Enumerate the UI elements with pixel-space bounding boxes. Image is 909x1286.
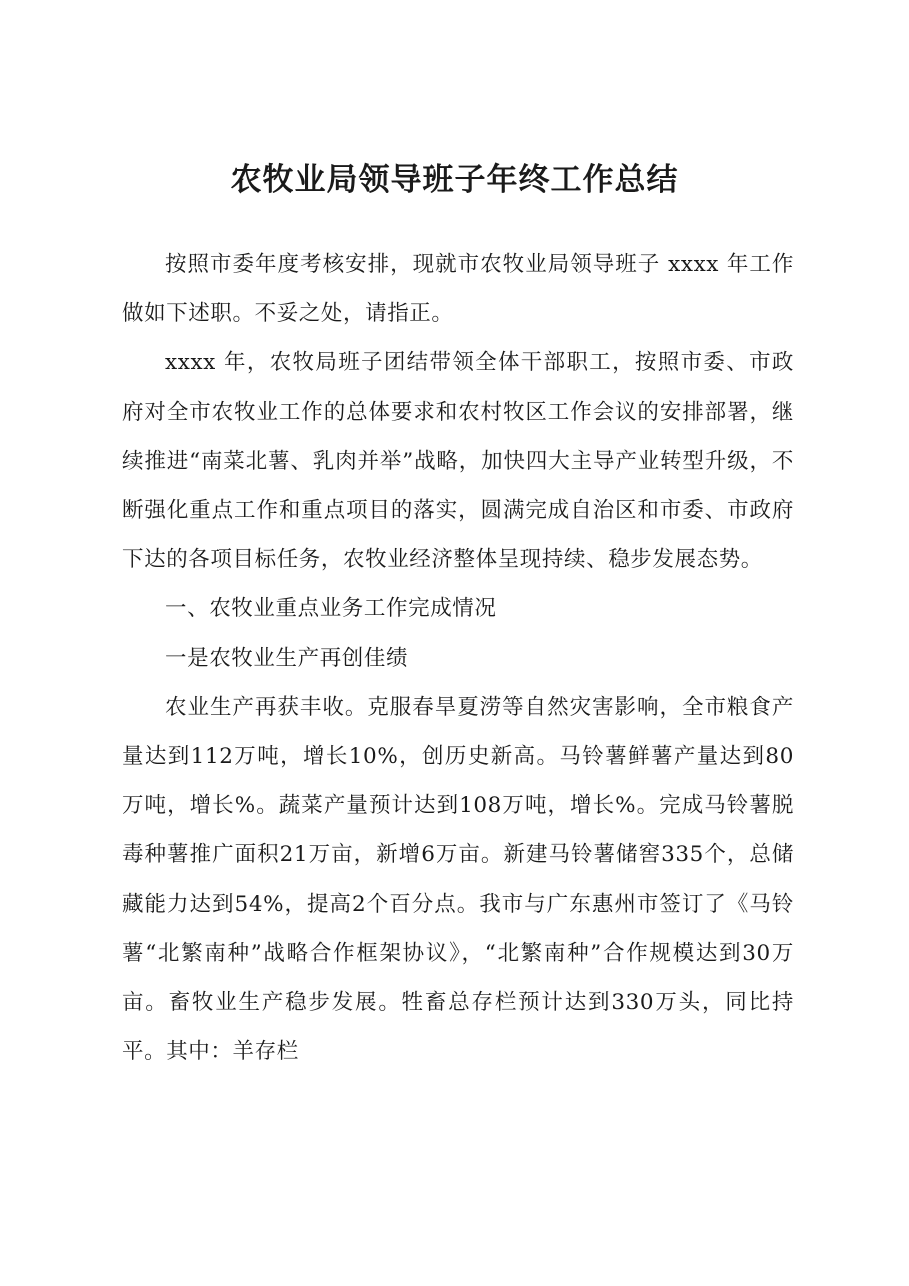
document-title: 农牧业局领导班子年终工作总结 <box>230 162 679 198</box>
document-body <box>122 240 794 1076</box>
paragraph-overview: xxxx 年，农牧局班子团结带领全体干部职工，按照市委、市政府对全市农牧业工作的总体要求和农村牧区工作会议的安排部署，继续推进“南菜北薯、乳肉并举”战略，加快四大主导产业转型升级，不断强化重点工作和重点项目的落实，圆满完成自治区和市委、市政府下达的各项目标任务，农牧业经济整体呈现持续、稳步发展态势。 <box>122 350 794 573</box>
paragraph-intro: 按照市委年度考核安排，现就市农牧业局领导班子 xxxx 年工作做如下述职。不妥之处，请指正。 <box>122 252 794 327</box>
section-heading: 一、农牧业重点业务工作完成情况 <box>165 596 497 622</box>
paragraph-agriculture: 农业生产再获丰收。克服春旱夏涝等自然灾害影响，全市粮食产量达到112万吨，增长10%，创历史新高。马铃薯鲜薯产量达到80万吨，增长%。蔬菜产量预计达到108万吨，增长%。完成马铃薯脱毒种薯推广面积21万亩，新增6万亩。新建马铃薯储窖335个，总储藏能力达到54%，提高2个百分点。我市与广东惠州市签订了《马铃薯“北繁南种”战略合作框架协议》，“北繁南种”合作规模达到30万亩。畜牧业生产稳步发展。牲畜总存栏预计达到330万头，同比持平。其中：羊存栏 <box>122 694 794 1065</box>
subsection-heading: 一是农牧业生产再创佳绩 <box>165 645 409 671</box>
